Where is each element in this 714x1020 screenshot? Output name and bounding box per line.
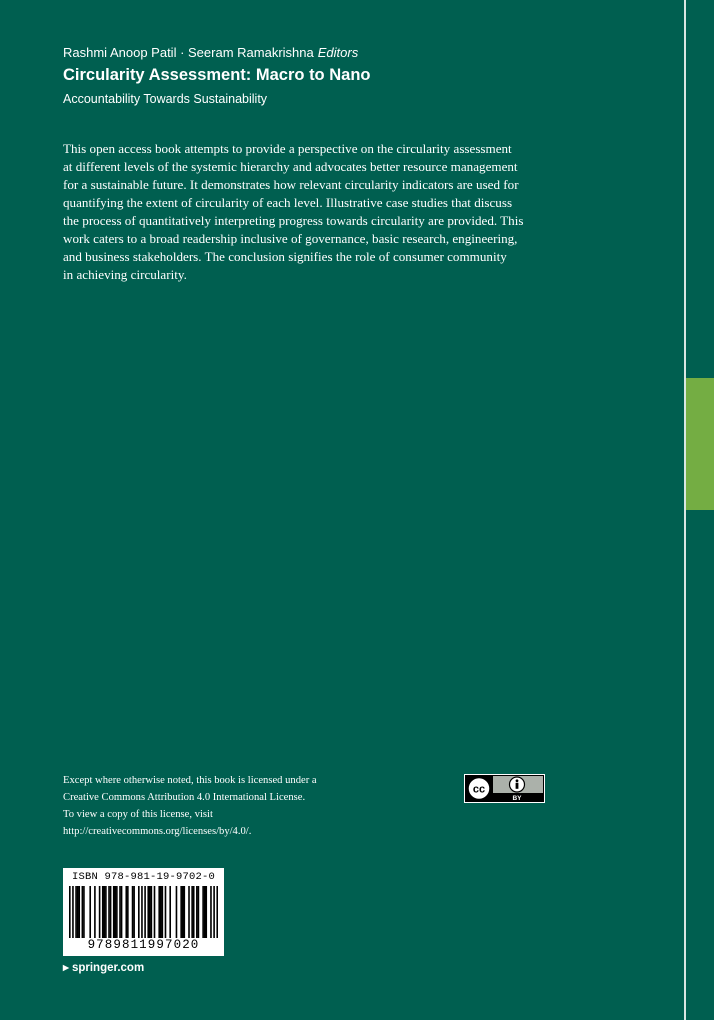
barcode-bar xyxy=(151,886,153,938)
description-line: and business stakeholders. The conclusion signifies the role of consumer community xyxy=(63,249,507,264)
barcode-bar xyxy=(99,886,101,938)
barcode-bar xyxy=(72,886,74,938)
barcode-bar xyxy=(188,886,190,938)
barcode-bar xyxy=(105,886,107,938)
barcode-bar xyxy=(77,886,79,938)
barcode-digits: 9789811997020 xyxy=(87,938,200,952)
publisher-website[interactable]: ▸ springer.com xyxy=(63,962,145,974)
editors-line xyxy=(63,44,370,62)
description-line: This open access book attempts to provide a perspective on the circularity assessment xyxy=(63,141,512,156)
barcode-bar xyxy=(149,886,151,938)
description-line: in achieving circularity. xyxy=(63,267,187,282)
description-line: work caters to a broad readership inclusive of governance, basic research, engineering, xyxy=(63,231,518,246)
barcode-bar xyxy=(176,886,178,938)
book-title: Circularity Assessment: Macro to Nano xyxy=(63,66,371,84)
editor-names: Rashmi Anoop Patil · Seeram Ramakrishna xyxy=(63,45,314,60)
spine-accent-tab xyxy=(686,378,714,510)
barcode-bar xyxy=(121,886,123,938)
barcode-bars xyxy=(69,886,218,938)
barcode-bar xyxy=(202,886,204,938)
book-description xyxy=(63,140,553,284)
book-subtitle: Accountability Towards Sustainability xyxy=(63,92,268,106)
isbn-label: ISBN 978-981-19-9702-0 xyxy=(71,871,216,883)
barcode-bar xyxy=(108,886,110,938)
barcode-bar xyxy=(162,886,164,938)
barcode-bar xyxy=(110,886,112,938)
cover-header xyxy=(63,44,370,108)
barcode-bar xyxy=(125,886,127,938)
cc-by-icon xyxy=(465,775,544,802)
description-line: the process of quantitatively interpreting progress towards circularity are provided. This xyxy=(63,213,524,228)
barcode-bar xyxy=(116,886,118,938)
barcode-bar xyxy=(154,886,156,938)
license-line: Creative Commons Attribution 4.0 International License. xyxy=(63,792,306,803)
barcode-bar xyxy=(205,886,207,938)
spine-edge-line xyxy=(684,0,686,1020)
cc-glyph: cc xyxy=(472,783,486,796)
license-notice xyxy=(63,772,393,840)
barcode-bar xyxy=(158,886,160,938)
barcode-bar xyxy=(198,886,200,938)
barcode-bar xyxy=(216,886,218,938)
barcode-bar xyxy=(141,886,143,938)
barcode-bar xyxy=(82,886,84,938)
license-line: To view a copy of this license, visit xyxy=(63,809,213,820)
barcode-bar xyxy=(104,886,106,938)
barcode-bar xyxy=(127,886,129,938)
barcode-bar xyxy=(182,886,184,938)
barcode-bar xyxy=(133,886,135,938)
barcode-bar xyxy=(75,886,77,938)
license-url[interactable]: http://creativecommons.org/licenses/by/4.0/. xyxy=(63,826,252,837)
by-glyph: BY xyxy=(512,795,522,802)
barcode-bar xyxy=(213,886,215,938)
barcode-bar xyxy=(165,886,167,938)
barcode-bar xyxy=(89,886,91,938)
barcode-bar xyxy=(114,886,116,938)
license-line: Except where otherwise noted, this book is licensed under a xyxy=(63,775,317,786)
barcode-bar xyxy=(78,886,80,938)
barcode-bar xyxy=(132,886,134,938)
barcode-bar xyxy=(160,886,162,938)
publisher-url: springer.com xyxy=(71,962,145,974)
barcode-bar xyxy=(83,886,85,938)
barcode-bar xyxy=(102,886,104,938)
description-line: at different levels of the systemic hierarchy and advocates better resource management xyxy=(63,159,518,174)
barcode-bar xyxy=(204,886,206,938)
barcode-bar xyxy=(144,886,146,938)
barcode-bar xyxy=(94,886,96,938)
barcode-bar xyxy=(113,886,115,938)
description-line: quantifying the extent of circularity of each level. Illustrative case studies that discuss xyxy=(63,195,513,210)
barcode-bar xyxy=(193,886,195,938)
barcode-bar xyxy=(180,886,182,938)
barcode-bar xyxy=(210,886,212,938)
barcode-bar xyxy=(191,886,193,938)
editors-role: Editors xyxy=(317,45,359,60)
barcode-bar xyxy=(169,886,171,938)
isbn-barcode xyxy=(63,868,224,956)
barcode-bar xyxy=(147,886,149,938)
barcode-bar xyxy=(138,886,140,938)
description-line: for a sustainable future. It demonstrates how relevant circularity indicators are used for xyxy=(63,177,519,192)
barcode-bar xyxy=(119,886,121,938)
barcode-bar xyxy=(196,886,198,938)
cc-by-badge[interactable] xyxy=(464,774,545,803)
barcode-bar xyxy=(69,886,71,938)
barcode-bar xyxy=(183,886,185,938)
